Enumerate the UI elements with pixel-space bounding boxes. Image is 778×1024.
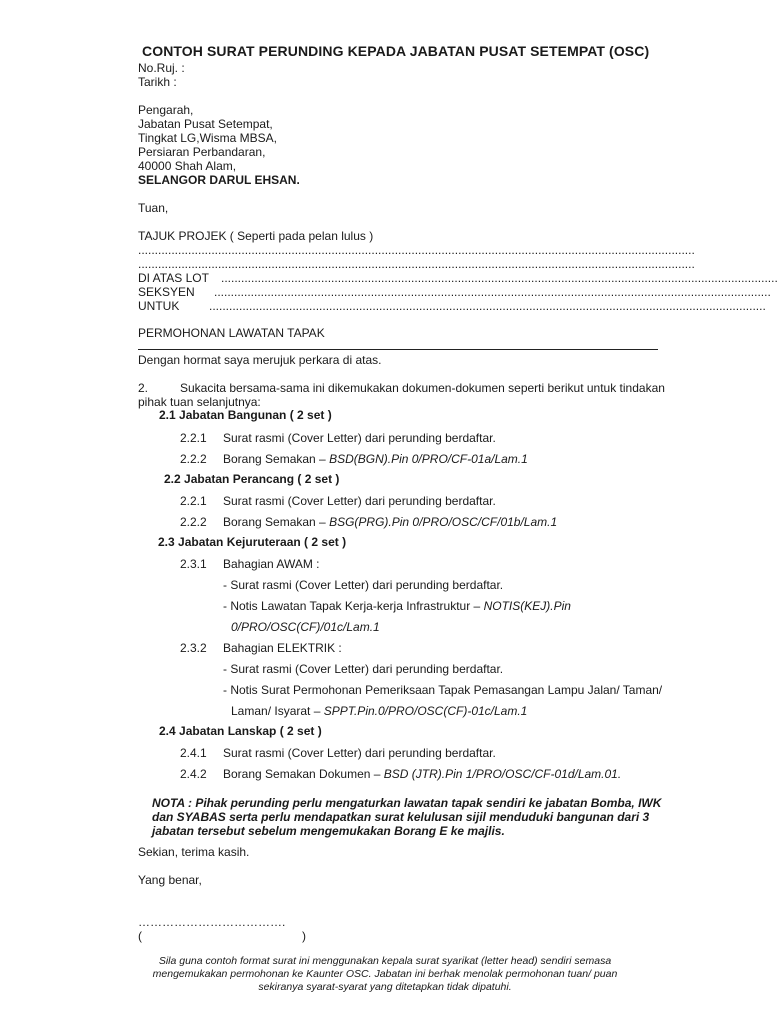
- address-state: SELANGOR DARUL EHSAN.: [138, 173, 300, 187]
- item-text: Surat rasmi (Cover Letter) dari perunding berdaftar.: [223, 746, 496, 760]
- closing-text: Sekian, terima kasih.: [138, 845, 250, 859]
- date-field: Tarikh :: [138, 75, 177, 89]
- address-line: Pengarah,: [138, 103, 194, 117]
- item-number: 2.2.2: [180, 452, 207, 466]
- section-heading: 2.2 Jabatan Perancang ( 2 set ): [164, 472, 340, 486]
- project-dotted-line: .......................................................................................................................................................................: [138, 243, 695, 257]
- paragraph-number: 2.: [138, 381, 149, 395]
- signoff-text: Yang benar,: [138, 873, 202, 887]
- item-text: Bahagian AWAM :: [223, 557, 320, 571]
- item-number: 2.3.2: [180, 641, 207, 655]
- note-paragraph: NOTA : Pihak perunding perlu mengaturkan lawatan tapak sendiri ke jabatan Bomba, IWK dan SYABAS serta perlu mendapatkan surat kelulusan sijil menduduki bangunan dari 3 jabatan tersebut sebelum mengemukakan Borang E ke majlis.: [152, 796, 662, 838]
- paragraph-text: pihak tuan selanjutnya:: [138, 395, 261, 409]
- item-number: 2.2.1: [180, 431, 207, 445]
- footnote: Sila guna contoh format surat ini menggunakan kepala surat syarikat (letter head) sendiri semasa mengemukakan permohonan ke Kaunter OSC. Jabatan ini berhak menolak permohonan tuan/ puan sekiranya syarat-syarat yang ditetapkan tidak dipatuhi.: [152, 955, 618, 993]
- project-title-label: TAJUK PROJEK ( Seperti pada pelan lulus ): [138, 229, 374, 243]
- item-text: Borang Semakan – BSG(PRG).Pin 0/PRO/OSC/CF/01b/Lam.1: [223, 515, 558, 529]
- item-number: 2.4.2: [180, 767, 207, 781]
- purpose-dotted-line: .......................................................................................................................................................................: [209, 299, 766, 313]
- item-text: - Notis Lawatan Tapak Kerja-kerja Infrastruktur – NOTIS(KEJ).Pin: [223, 599, 571, 613]
- lot-label: DI ATAS LOT: [138, 271, 209, 285]
- document-title: CONTOH SURAT PERUNDING KEPADA JABATAN PUSAT SETEMPAT (OSC): [142, 43, 650, 59]
- item-text: Surat rasmi (Cover Letter) dari perunding berdaftar.: [223, 431, 496, 445]
- item-number: 2.2.1: [180, 494, 207, 508]
- salutation: Tuan,: [138, 201, 169, 215]
- lot-dotted-line: .......................................................................................................................................................................: [221, 271, 778, 285]
- item-text: - Surat rasmi (Cover Letter) dari perunding berdaftar.: [223, 578, 504, 592]
- address-line: Persiaran Perbandaran,: [138, 145, 266, 159]
- item-text: Bahagian ELEKTRIK :: [223, 641, 342, 655]
- item-text: Borang Semakan Dokumen – BSD (JTR).Pin 1/PRO/OSC/CF-01d/Lam.01.: [223, 767, 622, 781]
- section-heading: 2.1 Jabatan Bangunan ( 2 set ): [159, 408, 332, 422]
- item-text: - Notis Surat Permohonan Pemeriksaan Tapak Pemasangan Lampu Jalan/ Taman/: [223, 683, 663, 697]
- purpose-label: UNTUK: [138, 299, 180, 313]
- item-number: 2.4.1: [180, 746, 207, 760]
- signature-line: ……………………………….: [138, 915, 286, 929]
- address-line: Jabatan Pusat Setempat,: [138, 117, 273, 131]
- item-text: Laman/ Isyarat – SPPT.Pin.0/PRO/OSC(CF)-01c/Lam.1: [231, 704, 528, 718]
- reference-number: No.Ruj. :: [138, 61, 185, 75]
- address-line: Tingkat LG,Wisma MBSA,: [138, 131, 277, 145]
- section-heading: 2.3 Jabatan Kejuruteraan ( 2 set ): [158, 535, 347, 549]
- signature-name-open: (: [138, 929, 142, 943]
- item-code: 0/PRO/OSC(CF)/01c/Lam.1: [231, 620, 380, 634]
- item-number: 2.2.2: [180, 515, 207, 529]
- section-label: SEKSYEN: [138, 285, 195, 299]
- signature-name-close: ): [302, 929, 306, 943]
- item-text: Borang Semakan – BSD(BGN).Pin 0/PRO/CF-01a/Lam.1: [223, 452, 528, 466]
- item-text: Surat rasmi (Cover Letter) dari perunding berdaftar.: [223, 494, 496, 508]
- paragraph-text: Sukacita bersama-sama ini dikemukakan dokumen-dokumen seperti berikut untuk tindakan: [180, 381, 665, 395]
- item-number: 2.3.1: [180, 557, 207, 571]
- project-dotted-line: .......................................................................................................................................................................: [138, 257, 695, 271]
- intro-text: Dengan hormat saya merujuk perkara di atas.: [138, 353, 382, 367]
- address-line: 40000 Shah Alam,: [138, 159, 237, 173]
- item-text: - Surat rasmi (Cover Letter) dari perunding berdaftar.: [223, 662, 504, 676]
- section-dotted-line: .......................................................................................................................................................................: [214, 285, 771, 299]
- section-heading: 2.4 Jabatan Lanskap ( 2 set ): [159, 724, 322, 738]
- subject-rule: [138, 349, 658, 350]
- subject-heading: PERMOHONAN LAWATAN TAPAK: [138, 326, 325, 340]
